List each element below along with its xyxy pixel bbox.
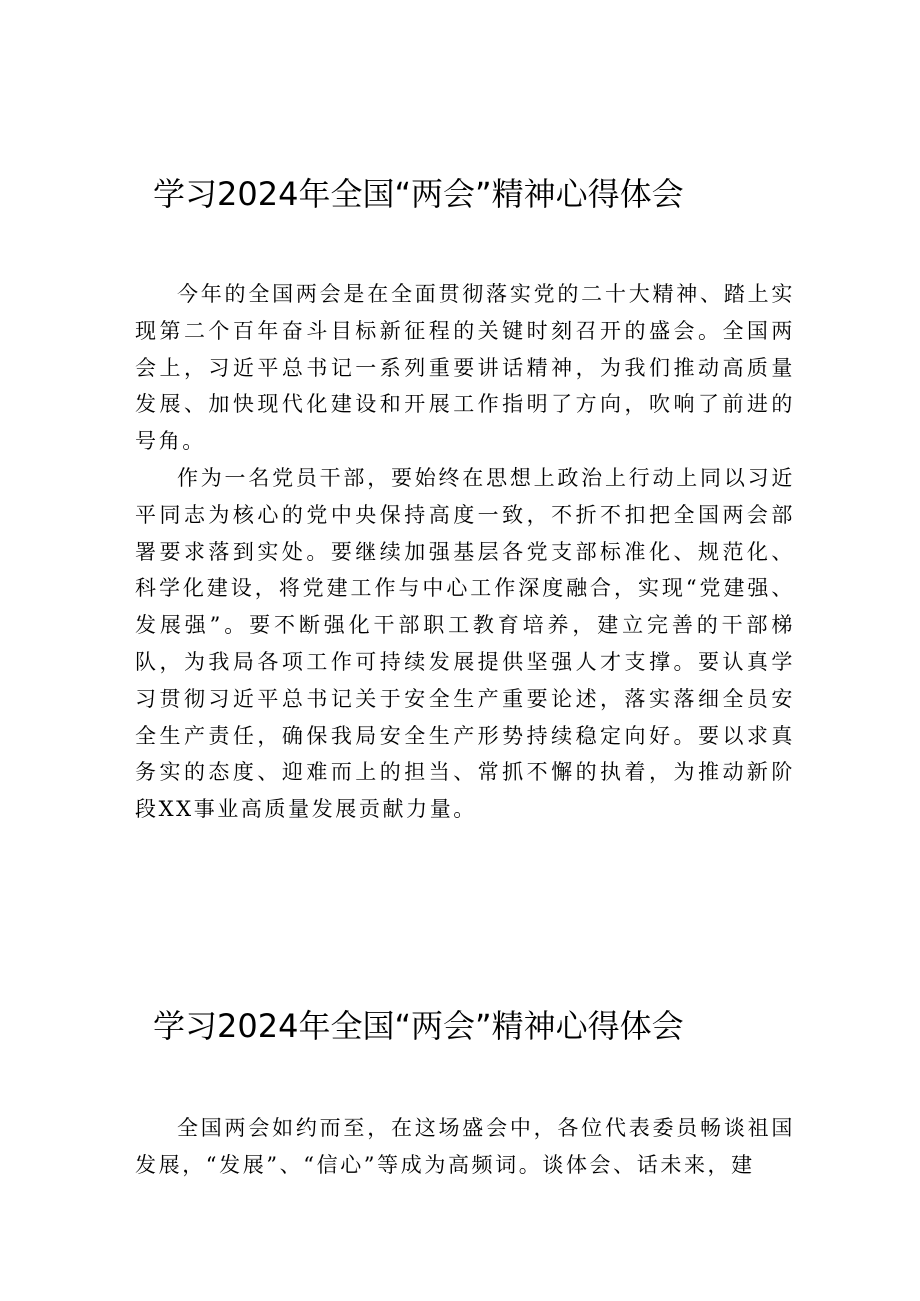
article-1-title: 学习2024年全国“两会”精神心得体会 [153,175,684,213]
article-1-paragraph-1: 今年的全国两会是在全面贯彻落实党的二十大精神、踏上实现第二个百年奋斗目标新征程的关键时刻召开的盛会。全国两会上，习近平总书记一系列重要讲话精神，为我们推动高质量发展、加快现代化建设和开展工作指明了方向，吹响了前进的号角。 [135,282,795,454]
article-1-body [135,276,795,828]
article-2-paragraph-1: 全国两会如约而至，在这场盛会中，各位代表委员畅谈祖国发展，“发展”、“信心”等成为高频词。谈体会、话未来，建 [135,1116,795,1177]
article-2-title: 学习2024年全国“两会”精神心得体会 [153,1007,684,1045]
article-1-paragraph-2: 作为一名党员干部，要始终在思想上政治上行动上同以习近平同志为核心的党中央保持高度一致，不折不扣把全国两会部署要求落到实处。要继续加强基层各党支部标准化、规范化、科学化建设，将党建工作与中心工作深度融合，实现“党建强、发展强”。要不断强化干部职工教育培养，建立完善的干部梯队，为我局各项工作可持续发展提供坚强人才支撑。要认真学习贯彻习近平总书记关于安全生产重要论述，落实落细全员安全生产责任，确保我局安全生产形势持续稳定向好。要以求真务实的态度、迎难而上的担当、常抓不懈的执着，为推动新阶段XX事业高质量发展贡献力量。 [135,465,795,822]
article-2-body [135,1110,795,1184]
